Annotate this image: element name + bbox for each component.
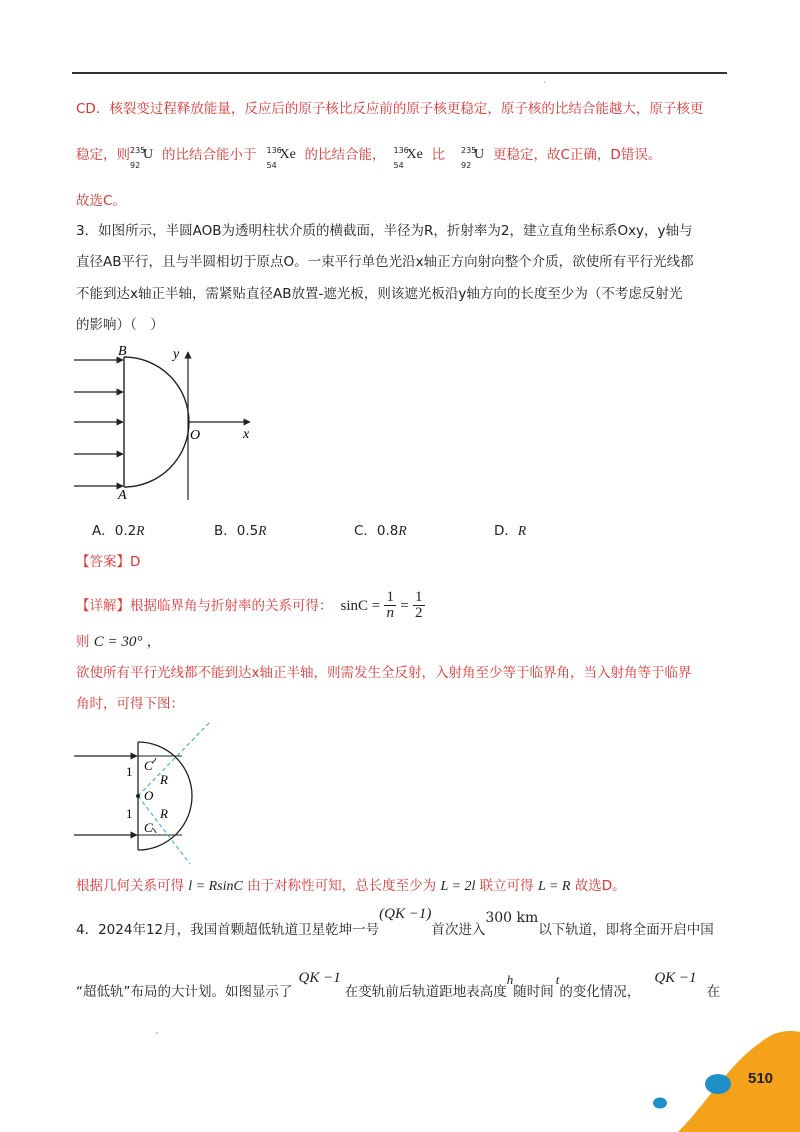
q3-line3: 不能到达x轴正半轴，需紧贴直径AB放置-遮光板，则该遮光板沿y轴方向的长度至少为（不考虑反射光 bbox=[76, 286, 683, 302]
total-reflection-figure bbox=[70, 720, 230, 870]
detail-line1 bbox=[76, 590, 429, 621]
detail-line3: 欲使所有平行光线都不能到达x轴正半轴，则需发生全反射，入射角至少等于临界角，当入射角等于临界 bbox=[76, 665, 692, 681]
text: 以下轨道，即将全面开启中国 bbox=[538, 922, 714, 938]
c-equals-30: C = 30° bbox=[93, 634, 143, 650]
option-text: C．0.8 bbox=[354, 523, 399, 539]
blue-dot-small bbox=[653, 1098, 667, 1109]
mass-number: 136 bbox=[266, 146, 282, 155]
text: 的变化情况， bbox=[559, 984, 641, 1000]
option-text: B．0.5 bbox=[214, 523, 259, 539]
text: 的比结合能， bbox=[304, 147, 386, 163]
answer: 【答案】D bbox=[76, 554, 141, 570]
label-b: B bbox=[118, 344, 127, 359]
label-c-top: C bbox=[144, 758, 153, 773]
critical-angle-formula bbox=[341, 590, 429, 621]
element-symbol: Xe bbox=[279, 147, 296, 162]
label-r-bottom: R bbox=[160, 806, 168, 821]
label-x: x bbox=[243, 427, 250, 442]
q3-figure bbox=[70, 342, 270, 502]
text: 首次进入 bbox=[431, 922, 486, 938]
detail-line4: 角时，可得下图： bbox=[76, 696, 184, 712]
q3-line1: 3．如图所示，半圆AOB为透明柱状介质的横截面，半径为R，折射率为2，建立直角坐标系Oxy，y轴与 bbox=[76, 223, 693, 239]
numerator: 1 bbox=[414, 589, 423, 605]
element-symbol: U bbox=[143, 147, 154, 162]
then-text: 则 bbox=[76, 634, 90, 650]
label-o: O bbox=[190, 428, 201, 443]
center-o bbox=[136, 794, 140, 798]
detail-label: 【详解】根据临界角与折射率的关系可得： bbox=[76, 597, 333, 614]
text: 4．2024年12月，我国首颗超低轨道卫星乾坤一号 bbox=[76, 922, 380, 938]
mass-number: 136 bbox=[393, 146, 409, 155]
small-dot bbox=[156, 1032, 158, 1034]
option-b[interactable] bbox=[214, 521, 266, 541]
label-r-top: R bbox=[160, 772, 168, 787]
atomic-number: 92 bbox=[461, 161, 472, 170]
label-y: y bbox=[173, 347, 180, 362]
text: “超低轨”布局的大计划。如图显示了 bbox=[76, 984, 293, 1000]
nuclide-u235 bbox=[461, 140, 493, 170]
nuclide-xe136 bbox=[394, 140, 432, 170]
fraction-1-n bbox=[384, 590, 396, 621]
blue-dot-large bbox=[705, 1074, 731, 1094]
text: 联立可得 bbox=[479, 878, 534, 894]
atomic-number: 54 bbox=[393, 161, 404, 170]
q3-line2: 直径AB平行，且与半圆相切于原点O。一束平行单色光沿x轴正方向射向整个介质，欲使所有平行光线都 bbox=[76, 254, 694, 270]
mass-number: 235 bbox=[130, 146, 146, 155]
orange-wave-shape bbox=[678, 1031, 800, 1132]
q4-line1 bbox=[76, 906, 714, 940]
formula-result: L = R bbox=[537, 879, 571, 894]
label-c-bottom: C bbox=[144, 820, 153, 835]
formula-total: L = 2l bbox=[440, 879, 476, 894]
detail-line2 bbox=[76, 632, 160, 652]
altitude-300km: 300 km bbox=[485, 910, 539, 926]
comma: ， bbox=[146, 634, 161, 650]
label-1-top: 1 bbox=[126, 764, 133, 779]
text: 在 bbox=[706, 984, 721, 1000]
header-dot: · bbox=[543, 78, 546, 88]
footer-decoration bbox=[640, 1030, 800, 1132]
text: 根据几何关系可得 bbox=[76, 878, 184, 894]
text: 更稳定，故C正确，D错误。 bbox=[493, 147, 662, 163]
option-a[interactable] bbox=[92, 521, 144, 541]
label-a: A bbox=[118, 488, 127, 502]
nuclide-u235 bbox=[130, 140, 162, 170]
var-t: t bbox=[555, 972, 560, 987]
atomic-number: 54 bbox=[266, 161, 277, 170]
option-text: D． bbox=[494, 523, 518, 539]
incident-rays bbox=[74, 360, 123, 486]
choose-c: 故选C。 bbox=[76, 193, 126, 209]
label-1-bottom: 1 bbox=[126, 806, 133, 821]
header-rule bbox=[72, 72, 727, 74]
text: 的比结合能小于 bbox=[162, 147, 257, 163]
qk-1-label: QK −1 bbox=[654, 970, 697, 986]
q4-line2 bbox=[76, 970, 721, 1002]
geometry-conclusion bbox=[76, 876, 626, 897]
formula-l: l = RsinC bbox=[188, 879, 243, 894]
nuclide-xe136 bbox=[267, 140, 305, 170]
option-c[interactable] bbox=[354, 521, 407, 541]
equals: = bbox=[400, 597, 409, 614]
text: 故选D。 bbox=[574, 878, 626, 894]
q3-line4: 的影响）（ ） bbox=[76, 317, 164, 333]
element-symbol: Xe bbox=[406, 147, 423, 162]
option-var: R bbox=[258, 523, 267, 538]
fraction-1-2 bbox=[413, 590, 425, 621]
qk-1-label: QK −1 bbox=[298, 970, 341, 986]
atomic-number: 92 bbox=[130, 161, 141, 170]
formula-left: sinC = bbox=[340, 597, 381, 614]
text: 比 bbox=[431, 147, 445, 163]
qk-1-label: (QK −1) bbox=[379, 906, 432, 922]
var-h: h bbox=[506, 972, 514, 987]
option-var: R bbox=[517, 523, 527, 538]
cd-explanation-line1: CD．核裂变过程释放能量，反应后的原子核比反应前的原子核更稳定，原子核的比结合能越大，原子核更 bbox=[76, 101, 704, 117]
numerator: 1 bbox=[386, 589, 394, 605]
denominator: 2 bbox=[414, 605, 423, 621]
semicircle bbox=[124, 357, 189, 487]
option-var: R bbox=[136, 523, 145, 538]
option-d[interactable] bbox=[494, 521, 526, 541]
page-number: 510 bbox=[748, 1070, 774, 1087]
mass-number: 235 bbox=[461, 146, 477, 155]
text: 稳定，则 bbox=[76, 147, 130, 163]
text: 在变轨前后轨道距地表高度 bbox=[344, 984, 507, 1000]
text: 由于对称性可知，总长度至少为 bbox=[247, 878, 437, 894]
label-o: O bbox=[144, 788, 154, 803]
element-symbol: U bbox=[474, 147, 485, 162]
text: 随时间 bbox=[513, 984, 554, 1000]
option-text: A．0.2 bbox=[92, 523, 137, 539]
option-var: R bbox=[398, 523, 407, 538]
cd-explanation-line2 bbox=[76, 140, 661, 170]
denominator: n bbox=[386, 605, 394, 621]
